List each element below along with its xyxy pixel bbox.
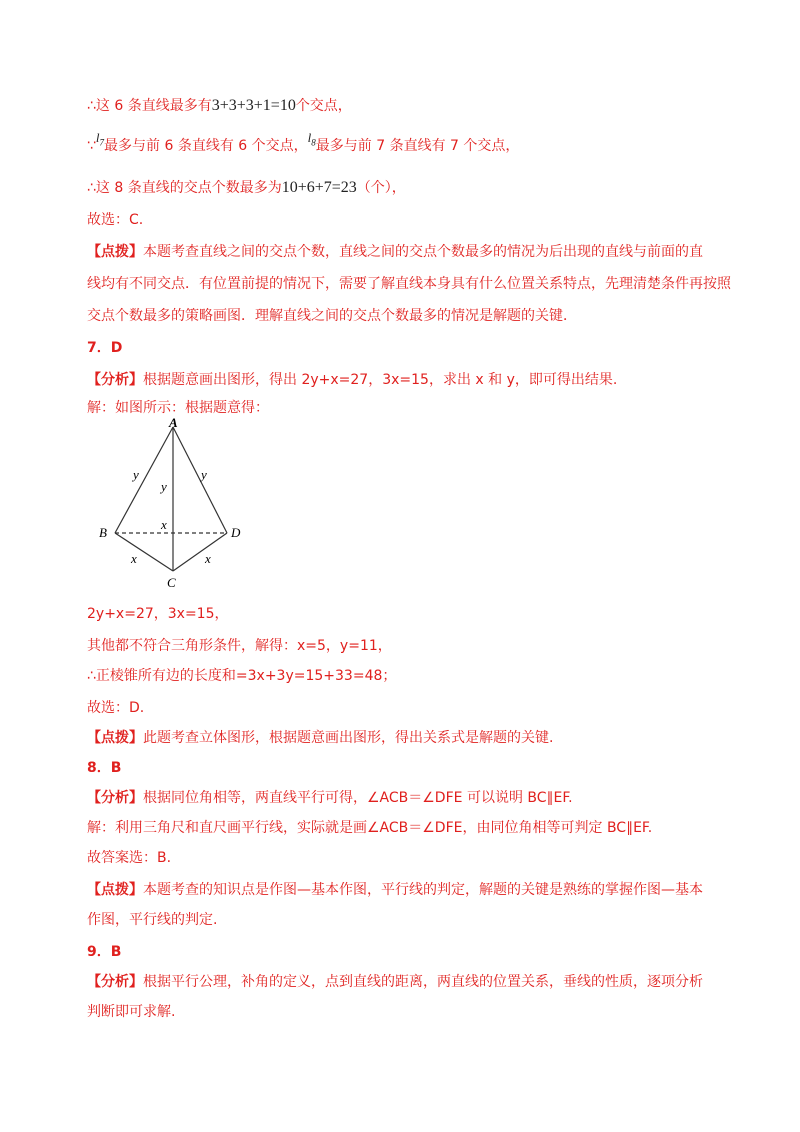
tip-line-3: 交点个数最多的策略画图．理解直线之间的交点个数最多的情况是解题的关键． (87, 308, 577, 324)
analysis-tag: 【分析】 (87, 974, 143, 990)
math-expression: 10+6+7=23 (281, 179, 357, 196)
line-text: 个交点， (295, 98, 352, 114)
line-text: 最多与前 7 条直线有 7 个交点， (315, 138, 520, 154)
label-c: C (167, 575, 176, 590)
q7-other: 其他都不符合三角形条件，解得：x=5，y=11， (87, 638, 392, 654)
text-line-3 (87, 178, 406, 198)
label-y-left: y (133, 467, 139, 482)
answer-line: 故选：C. (87, 212, 144, 228)
q9-analysis-2: 判断即可求解. (87, 1004, 176, 1020)
question-9-heading: 9．B (87, 944, 122, 960)
q8-tip-1 (87, 880, 703, 900)
q8-tip-2: 作图，平行线的判定. (87, 912, 218, 928)
question-7-heading: 7．D (87, 340, 123, 356)
line-text: 根据同位角相等，两直线平行可得，∠ACB＝∠DFE 可以说明 BC∥EF. (143, 790, 573, 806)
q7-total: ∴正棱锥所有边的长度和=3x+3y=15+33=48； (87, 668, 397, 684)
math-expression: 3+3+3+1=10 (211, 97, 296, 114)
analysis-tag: 【分析】 (87, 790, 143, 806)
tip-line-1 (87, 242, 703, 262)
line-text: 根据题意画出图形，得出 2y+x=27，3x=15，求出 x 和 y，即可得出结果. (143, 372, 618, 388)
line-text: ∴这 6 条直线最多有 (87, 98, 212, 114)
tip-line-2: 线均有不同交点．有位置前提的情况下，需要了解直线本身具有什么位置关系特点，先理清楚条件再按照 (87, 276, 731, 292)
math-l7: $l_7$ (95, 130, 105, 148)
line-text: 最多与前 6 条直线有 6 个交点， (104, 138, 308, 154)
tip-tag: 【点拨】 (87, 730, 143, 746)
label-x-center: x (161, 517, 167, 532)
question-8-heading: 8．B (87, 760, 122, 776)
edge-ad (173, 427, 227, 533)
q7-solution: 解：如图所示：根据题意得： (87, 400, 269, 416)
edge-bc (115, 533, 173, 571)
text-line-1 (87, 96, 352, 116)
label-x-right: x (205, 551, 211, 566)
math-l8: $l_8$ (307, 130, 316, 148)
q9-analysis-1 (87, 972, 703, 992)
because-symbol: ∵ (87, 138, 96, 154)
label-a: A (169, 415, 178, 430)
q8-solution: 解：利用三角尺和直尺画平行线，实际就是画∠ACB＝∠DFE，由同位角相等可判定 BC∥EF. (87, 820, 653, 836)
label-d: D (231, 525, 241, 540)
q7-tip (87, 728, 553, 748)
q8-answer: 故答案选：B. (87, 850, 172, 866)
line-text: （个）， (356, 180, 406, 196)
analysis-tag: 【分析】 (87, 372, 143, 388)
line-text: 此题考查立体图形，根据题意画出图形，得出关系式是解题的关键. (143, 730, 554, 746)
line-text: ∴这 8 条直线的交点个数最多为 (87, 180, 282, 196)
label-y-center: y (161, 479, 167, 494)
q7-analysis (87, 370, 617, 390)
tip-tag: 【点拨】 (87, 244, 143, 260)
pyramid-figure (95, 415, 255, 590)
edge-dc (173, 533, 227, 571)
line-text: 本题考查的知识点是作图—基本作图，平行线的判定，解题的关键是熟练的掌握作图—基本 (143, 882, 703, 898)
q7-equations: 2y+x=27，3x=15， (87, 606, 229, 622)
q8-analysis (87, 788, 573, 808)
label-b: B (99, 525, 107, 540)
tip-tag: 【点拨】 (87, 882, 143, 898)
line-text: 本题考查直线之间的交点个数，直线之间的交点个数最多的情况为后出现的直线与前面的直 (143, 244, 703, 260)
label-y-right: y (201, 467, 207, 482)
line-text: 根据平行公理，补角的定义，点到直线的距离，两直线的位置关系，垂线的性质，逐项分析 (143, 974, 703, 990)
q7-answer: 故选：D. (87, 700, 145, 716)
text-line-2 (87, 130, 520, 161)
label-x-left: x (131, 551, 137, 566)
